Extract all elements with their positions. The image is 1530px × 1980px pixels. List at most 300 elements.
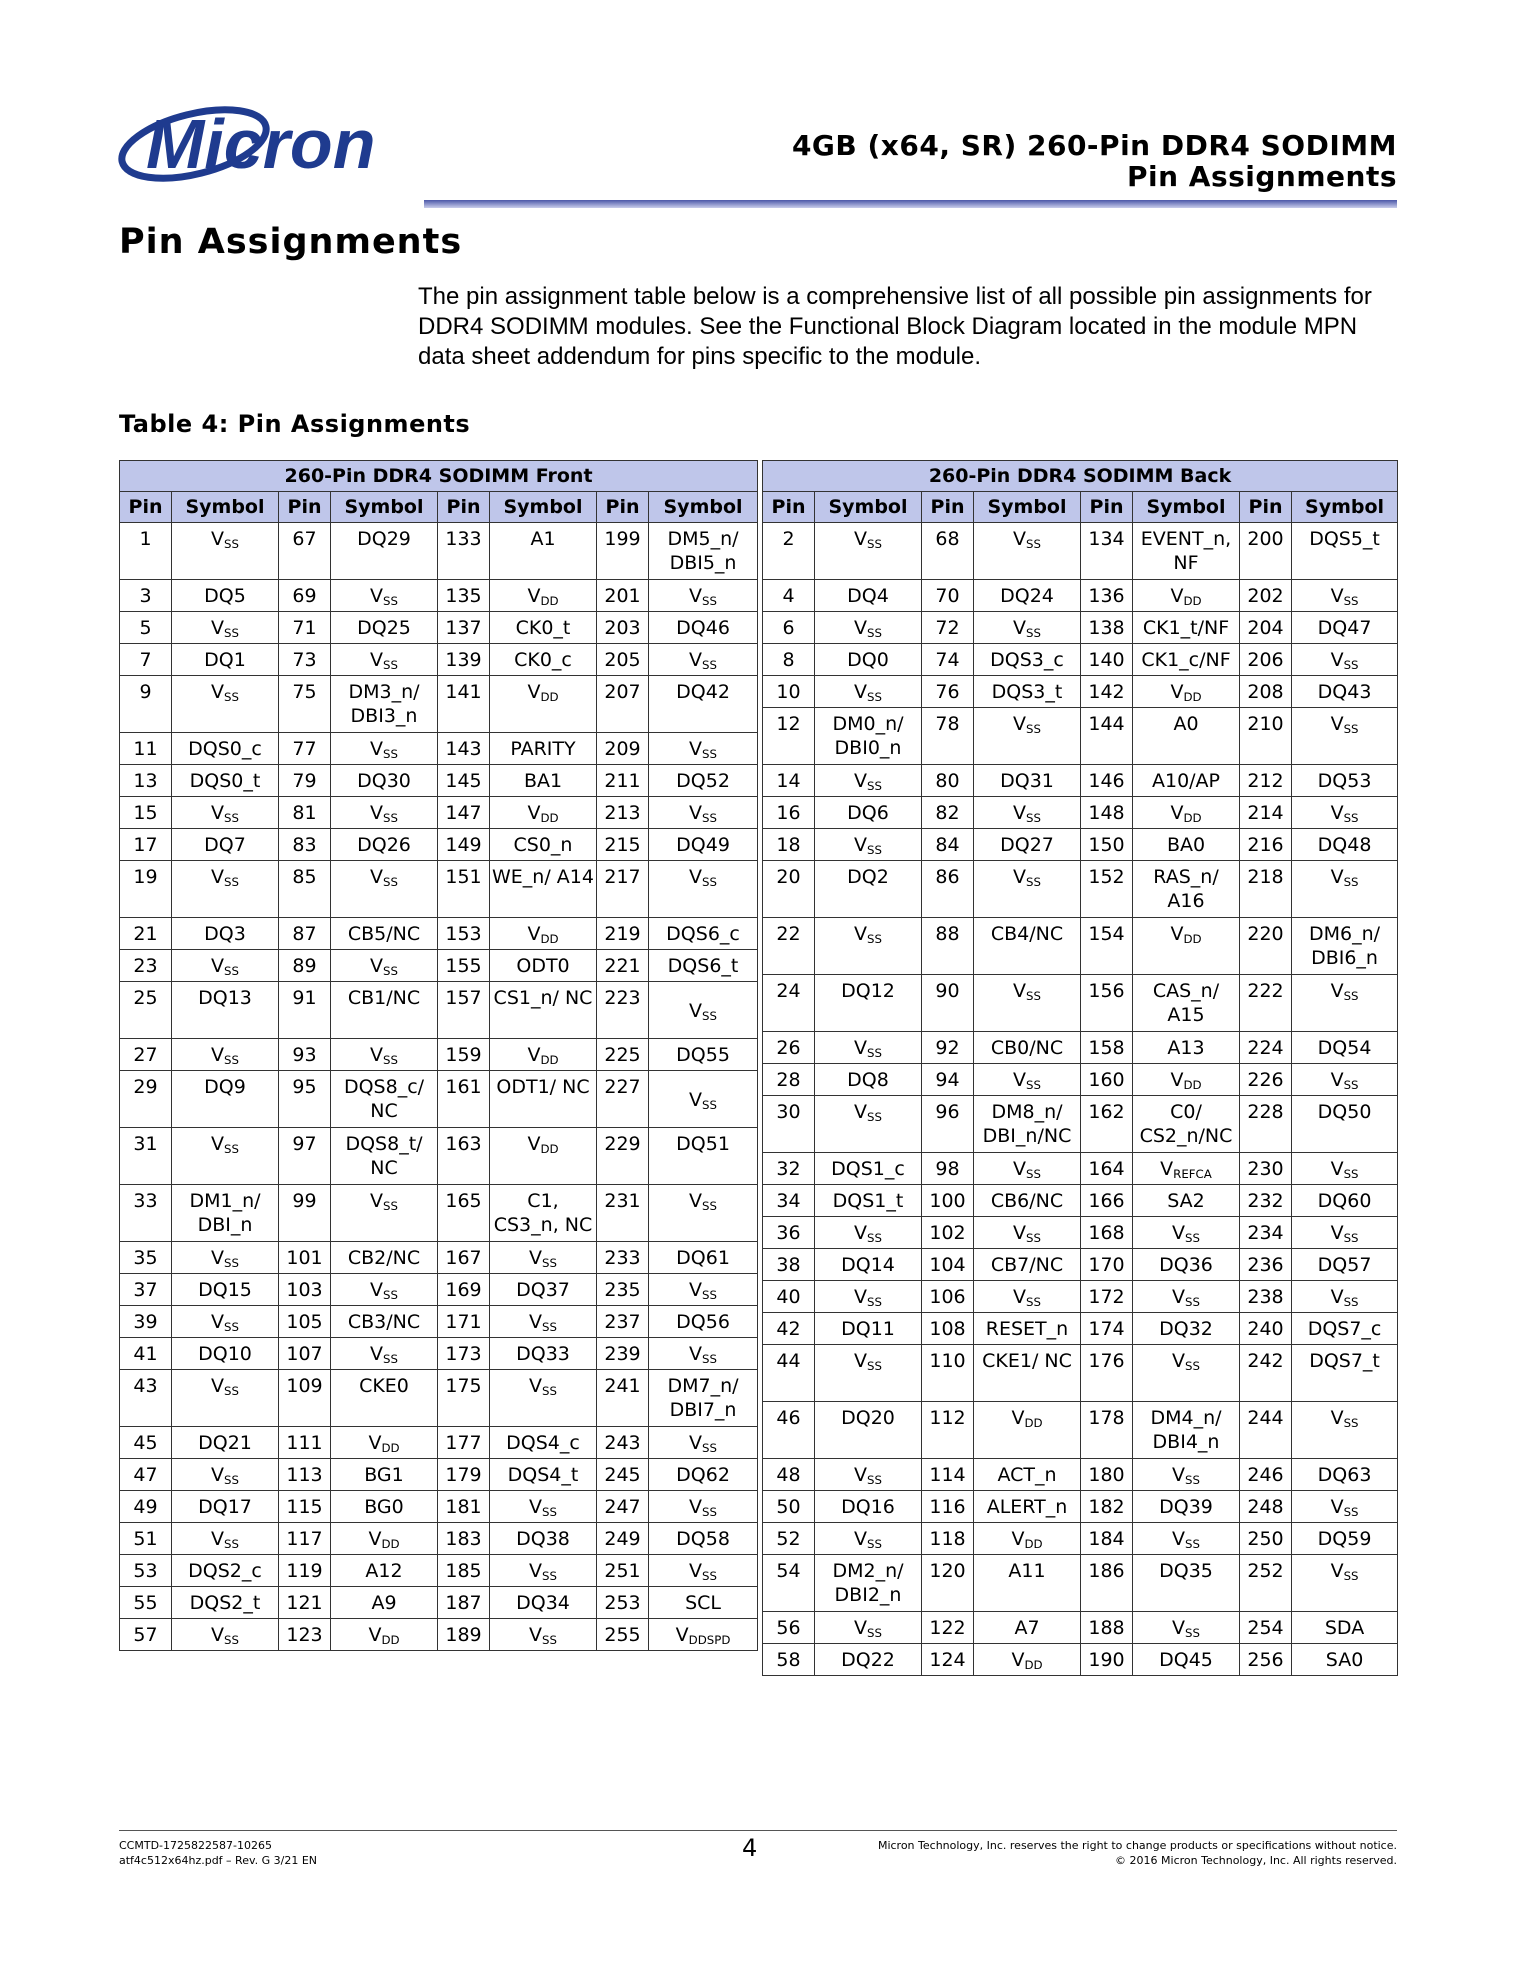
symbol-cell: $V_{SS}$ [172,1619,279,1651]
symbol-cell: $V_{SS}$ [1292,861,1398,918]
pin-cell: 79 [279,765,331,797]
pin-cell: 34 [763,1185,815,1217]
pin-cell: 69 [279,580,331,612]
pin-cell: 241 [597,1370,649,1427]
pin-cell: 118 [922,1523,974,1555]
pin-cell: 26 [763,1032,815,1064]
pin-cell: 55 [120,1587,172,1619]
symbol-cell: $V_{SS}$ [1133,1345,1240,1402]
table-row [120,1039,758,1071]
symbol-cell: $V_{SS}$ [490,1242,597,1274]
symbol-cell: $V_{SS}$ [1292,1281,1398,1313]
symbol-cell: $V_{SS}$ [490,1491,597,1523]
symbol-cell: $V_{SS}$ [331,950,438,982]
col-header-pin: Pin [597,492,649,523]
symbol-cell: DQ38 [490,1523,597,1555]
pin-cell: 31 [120,1128,172,1185]
pin-cell: 72 [922,612,974,644]
pin-cell: 228 [1240,1096,1292,1153]
table-row [120,950,758,982]
symbol-cell: $V_{DD}$ [974,1644,1081,1676]
symbol-cell: DQS8_c/ NC [331,1071,438,1128]
pin-cell: 199 [597,523,649,580]
footer-doc-id: CCMTD-1725822587-10265 [119,1839,272,1852]
pin-cell: 140 [1081,644,1133,676]
symbol-cell: $V_{SS}$ [815,1612,922,1644]
symbol-cell: $V_{SS}$ [1292,1402,1398,1459]
symbol-cell: $V_{SS}$ [974,861,1081,918]
symbol-cell: $V_{SS}$ [1133,1523,1240,1555]
symbol-cell: CK1_t/NF [1133,612,1240,644]
pin-cell: 137 [438,612,490,644]
pin-cell: 33 [120,1185,172,1242]
pin-cell: 142 [1081,676,1133,708]
pin-cell: 254 [1240,1612,1292,1644]
pin-cell: 43 [120,1370,172,1427]
pin-cell: 227 [597,1071,649,1128]
table-row [120,1427,758,1459]
pin-cell: 139 [438,644,490,676]
symbol-cell: $V_{SS}$ [331,644,438,676]
pin-cell: 161 [438,1071,490,1128]
table-row [763,1459,1398,1491]
table-row [763,797,1398,829]
pin-cell: 212 [1240,765,1292,797]
pin-cell: 233 [597,1242,649,1274]
pin-cell: 104 [922,1249,974,1281]
pin-cell: 202 [1240,580,1292,612]
symbol-cell: A1 [490,523,597,580]
pin-cell: 245 [597,1459,649,1491]
pin-cell: 151 [438,861,490,918]
symbol-cell: $V_{DD}$ [490,676,597,733]
micron-logo [116,98,416,190]
pin-cell: 238 [1240,1281,1292,1313]
pin-cell: 9 [120,676,172,733]
symbol-cell: $V_{SS}$ [172,1128,279,1185]
symbol-cell: DQ50 [1292,1096,1398,1153]
pin-cell: 122 [922,1612,974,1644]
symbol-cell: CB3/NC [331,1306,438,1338]
pin-cell: 256 [1240,1644,1292,1676]
symbol-cell: CB5/NC [331,918,438,950]
symbol-cell: DM0_n/ DBI0_n [815,708,922,765]
symbol-cell: $V_{SS}$ [172,1306,279,1338]
symbol-cell: DQ11 [815,1313,922,1345]
symbol-cell: DQ37 [490,1274,597,1306]
pin-cell: 153 [438,918,490,950]
pin-cell: 134 [1081,523,1133,580]
pin-cell: 88 [922,918,974,975]
pin-cell: 226 [1240,1064,1292,1096]
pin-cell: 207 [597,676,649,733]
symbol-cell: CK1_c/NF [1133,644,1240,676]
symbol-cell: $V_{SS}$ [815,829,922,861]
pin-cell: 187 [438,1587,490,1619]
symbol-cell: BG0 [331,1491,438,1523]
pin-cell: 220 [1240,918,1292,975]
symbol-cell: DQ59 [1292,1523,1398,1555]
back-pin-table [762,460,1398,1676]
pin-cell: 49 [120,1491,172,1523]
table-row [763,765,1398,797]
symbol-cell: BG1 [331,1459,438,1491]
pin-cell: 230 [1240,1153,1292,1185]
symbol-cell: $V_{SS}$ [815,765,922,797]
pin-cell: 52 [763,1523,815,1555]
table-row [763,1523,1398,1555]
symbol-cell: DQ12 [815,975,922,1032]
pin-cell: 50 [763,1491,815,1523]
symbol-cell: CB7/NC [974,1249,1081,1281]
pin-cell: 35 [120,1242,172,1274]
symbol-cell: $V_{SS}$ [172,797,279,829]
symbol-cell: DQ24 [974,580,1081,612]
symbol-cell: $V_{SS}$ [172,861,279,918]
pin-cell: 94 [922,1064,974,1096]
col-header-symbol: Symbol [490,492,597,523]
symbol-cell: DQS4_c [490,1427,597,1459]
symbol-cell: $V_{SS}$ [1133,1217,1240,1249]
pin-cell: 186 [1081,1555,1133,1612]
table-row [763,580,1398,612]
symbol-cell: $V_{SS}$ [649,1185,758,1242]
pin-cell: 235 [597,1274,649,1306]
symbol-cell: DQ55 [649,1039,758,1071]
table-row [763,612,1398,644]
symbol-cell: A12 [331,1555,438,1587]
pin-cell: 18 [763,829,815,861]
symbol-cell: ACT_n [974,1459,1081,1491]
table-row [120,918,758,950]
symbol-cell: $V_{SS}$ [172,1370,279,1427]
table-row [763,1644,1398,1676]
symbol-cell: $V_{SS}$ [815,612,922,644]
symbol-cell: CKE0 [331,1370,438,1427]
symbol-cell: DQS1_c [815,1153,922,1185]
pin-cell: 29 [120,1071,172,1128]
pin-cell: 188 [1081,1612,1133,1644]
symbol-cell: PARITY [490,733,597,765]
pin-cell: 141 [438,676,490,733]
pin-cell: 16 [763,797,815,829]
front-table-title: 260-Pin DDR4 SODIMM Front [120,461,758,492]
table-row [763,1313,1398,1345]
pin-cell: 6 [763,612,815,644]
symbol-cell: DQ51 [649,1128,758,1185]
pin-cell: 167 [438,1242,490,1274]
pin-cell: 78 [922,708,974,765]
table-row [763,523,1398,580]
pin-cell: 67 [279,523,331,580]
table-row [763,1402,1398,1459]
table-row [120,1523,758,1555]
pin-cell: 144 [1081,708,1133,765]
pin-cell: 41 [120,1338,172,1370]
pin-cell: 244 [1240,1402,1292,1459]
pin-cell: 98 [922,1153,974,1185]
symbol-cell: DQS1_t [815,1185,922,1217]
pin-cell: 90 [922,975,974,1032]
pin-cell: 75 [279,676,331,733]
symbol-cell: $V_{SS}$ [649,580,758,612]
pin-cell: 58 [763,1644,815,1676]
symbol-cell: $V_{DD}$ [331,1427,438,1459]
pin-cell: 100 [922,1185,974,1217]
symbol-cell: CS0_n [490,829,597,861]
table-row [120,676,758,733]
pin-cell: 145 [438,765,490,797]
header-title-line2: Pin Assignments [1126,160,1397,193]
pin-cell: 47 [120,1459,172,1491]
symbol-cell: CB0/NC [974,1032,1081,1064]
table-row [763,1281,1398,1313]
pin-cell: 232 [1240,1185,1292,1217]
col-header-pin: Pin [438,492,490,523]
symbol-cell: $V_{SS}$ [815,918,922,975]
symbol-cell: $V_{SS}$ [649,861,758,918]
pin-cell: 253 [597,1587,649,1619]
pin-cell: 160 [1081,1064,1133,1096]
table-row [120,1459,758,1491]
symbol-cell: SA0 [1292,1644,1398,1676]
table-row [763,1612,1398,1644]
pin-cell: 93 [279,1039,331,1071]
pin-cell: 42 [763,1313,815,1345]
symbol-cell: CKE1/ NC [974,1345,1081,1402]
pin-cell: 251 [597,1555,649,1587]
symbol-cell: $V_{SS}$ [1292,1491,1398,1523]
pin-cell: 223 [597,982,649,1039]
symbol-cell: $V_{SS}$ [974,1217,1081,1249]
symbol-cell: DQ30 [331,765,438,797]
symbol-cell: $V_{SS}$ [1292,1153,1398,1185]
table-row [763,861,1398,918]
symbol-cell: $V_{SS}$ [1292,708,1398,765]
symbol-cell: BA0 [1133,829,1240,861]
table-row [763,1185,1398,1217]
pin-cell: 242 [1240,1345,1292,1402]
symbol-cell: $V_{DD}$ [974,1523,1081,1555]
col-header-symbol: Symbol [172,492,279,523]
pin-cell: 111 [279,1427,331,1459]
pin-cell: 171 [438,1306,490,1338]
symbol-cell: $V_{SS}$ [172,523,279,580]
table-row [120,1306,758,1338]
symbol-cell: $V_{DD}$ [974,1402,1081,1459]
symbol-cell: DQ48 [1292,829,1398,861]
symbol-cell: $V_{DD}$ [1133,676,1240,708]
pin-cell: 149 [438,829,490,861]
pin-cell: 184 [1081,1523,1133,1555]
symbol-cell: $V_{DD}$ [1133,797,1240,829]
symbol-cell: DQ61 [649,1242,758,1274]
symbol-cell: DQ35 [1133,1555,1240,1612]
table-row [120,1128,758,1185]
pin-cell: 106 [922,1281,974,1313]
symbol-cell: $V_{DD}$ [490,580,597,612]
symbol-cell: A9 [331,1587,438,1619]
pin-cell: 177 [438,1427,490,1459]
table-row [120,612,758,644]
symbol-cell: CAS_n/ A15 [1133,975,1240,1032]
pin-cell: 200 [1240,523,1292,580]
table-row [763,829,1398,861]
symbol-cell: DQ27 [974,829,1081,861]
pin-cell: 216 [1240,829,1292,861]
pin-cell: 116 [922,1491,974,1523]
table-row [763,676,1398,708]
pin-cell: 239 [597,1338,649,1370]
pin-cell: 175 [438,1370,490,1427]
symbol-cell: DQ63 [1292,1459,1398,1491]
table-row [120,580,758,612]
symbol-cell: $V_{SS}$ [815,1217,922,1249]
col-header-symbol: Symbol [1133,492,1240,523]
pin-cell: 108 [922,1313,974,1345]
pin-cell: 92 [922,1032,974,1064]
pin-cell: 5 [120,612,172,644]
symbol-cell: DQ31 [974,765,1081,797]
page-number: 4 [742,1834,758,1862]
pin-cell: 40 [763,1281,815,1313]
symbol-cell: $V_{SS}$ [649,1427,758,1459]
pin-cell: 82 [922,797,974,829]
symbol-cell: $V_{SS}$ [331,733,438,765]
symbol-cell: DQ42 [649,676,758,733]
pin-cell: 169 [438,1274,490,1306]
symbol-cell: WE_n/ A14 [490,861,597,918]
pin-cell: 112 [922,1402,974,1459]
symbol-cell: DQ15 [172,1274,279,1306]
table-row [120,644,758,676]
pin-cell: 247 [597,1491,649,1523]
pin-cell: 156 [1081,975,1133,1032]
pin-cell: 109 [279,1370,331,1427]
pin-cell: 209 [597,733,649,765]
pin-cell: 54 [763,1555,815,1612]
pin-cell: 115 [279,1491,331,1523]
table-row [120,861,758,918]
pin-cell: 86 [922,861,974,918]
symbol-cell: DQ36 [1133,1249,1240,1281]
symbol-cell: CK0_c [490,644,597,676]
symbol-cell: DQ54 [1292,1032,1398,1064]
pin-cell: 248 [1240,1491,1292,1523]
pin-cell: 48 [763,1459,815,1491]
svg-text:Micron: Micron [146,105,376,183]
symbol-cell: $V_{SS}$ [649,644,758,676]
symbol-cell: $V_{SS}$ [815,1523,922,1555]
symbol-cell: DQS0_c [172,733,279,765]
footer-copyright: © 2016 Micron Technology, Inc. All rights reserved. [1115,1854,1397,1867]
pin-cell: 252 [1240,1555,1292,1612]
pin-cell: 183 [438,1523,490,1555]
symbol-cell: $V_{DD}$ [490,918,597,950]
pin-cell: 99 [279,1185,331,1242]
symbol-cell: DQS5_t [1292,523,1398,580]
header-rule [424,200,1397,208]
symbol-cell: C1, CS3_n, NC [490,1185,597,1242]
symbol-cell: $V_{SS}$ [974,797,1081,829]
pin-cell: 39 [120,1306,172,1338]
pin-cell: 190 [1081,1644,1133,1676]
symbol-cell: CK0_t [490,612,597,644]
symbol-cell: $V_{SS}$ [1292,580,1398,612]
pin-cell: 157 [438,982,490,1039]
symbol-cell: DQ21 [172,1427,279,1459]
symbol-cell: DQ17 [172,1491,279,1523]
col-header-pin: Pin [279,492,331,523]
symbol-cell: $V_{DD}$ [331,1619,438,1651]
table-row [120,1338,758,1370]
pin-cell: 3 [120,580,172,612]
table-row [120,1587,758,1619]
pin-cell: 176 [1081,1345,1133,1402]
pin-cell: 234 [1240,1217,1292,1249]
symbol-cell: DM2_n/ DBI2_n [815,1555,922,1612]
table-row [763,1064,1398,1096]
table-row [120,1619,758,1651]
pin-cell: 164 [1081,1153,1133,1185]
symbol-cell: $V_{SS}$ [172,1523,279,1555]
symbol-cell: $V_{SS}$ [974,708,1081,765]
table-row [120,1491,758,1523]
pin-cell: 168 [1081,1217,1133,1249]
pin-cell: 7 [120,644,172,676]
symbol-cell: C0/ CS2_n/NC [1133,1096,1240,1153]
pin-cell: 46 [763,1402,815,1459]
symbol-cell: $V_{SS}$ [649,1555,758,1587]
symbol-cell: DQ33 [490,1338,597,1370]
symbol-cell: $V_{DD}$ [490,797,597,829]
pin-cell: 27 [120,1039,172,1071]
symbol-cell: $V_{SS}$ [172,950,279,982]
symbol-cell: DQS7_c [1292,1313,1398,1345]
pin-cell: 37 [120,1274,172,1306]
symbol-cell: $V_{SS}$ [815,1032,922,1064]
symbol-cell: $V_{SS}$ [815,676,922,708]
pin-cell: 120 [922,1555,974,1612]
pin-cell: 246 [1240,1459,1292,1491]
pin-cell: 95 [279,1071,331,1128]
pin-cell: 189 [438,1619,490,1651]
pin-cell: 22 [763,918,815,975]
symbol-cell: $V_{SS}$ [331,1039,438,1071]
pin-cell: 163 [438,1128,490,1185]
symbol-cell: DQS3_t [974,676,1081,708]
symbol-cell: $V_{DD}$ [490,1128,597,1185]
pin-cell: 133 [438,523,490,580]
pin-cell: 36 [763,1217,815,1249]
intro-paragraph: The pin assignment table below is a comprehensive list of all possible pin assignments for DDR4 SODIMM modules. See the Functional Block Diagram located in the module MPN data sheet addendum for pins specific to the module. [418,283,1372,370]
symbol-cell: $V_{SS}$ [172,612,279,644]
table-row [763,644,1398,676]
pin-cell: 80 [922,765,974,797]
pin-cell: 159 [438,1039,490,1071]
pin-cell: 203 [597,612,649,644]
symbol-cell: DQ10 [172,1338,279,1370]
table-row [763,1096,1398,1153]
symbol-cell: DQ7 [172,829,279,861]
table-row [763,708,1398,765]
symbol-cell: RESET_n [974,1313,1081,1345]
pin-cell: 231 [597,1185,649,1242]
symbol-cell: $V_{SS}$ [331,797,438,829]
symbol-cell: $V_{SS}$ [649,1274,758,1306]
symbol-cell: $V_{DDSPD}$ [649,1619,758,1651]
symbol-cell: A7 [974,1612,1081,1644]
